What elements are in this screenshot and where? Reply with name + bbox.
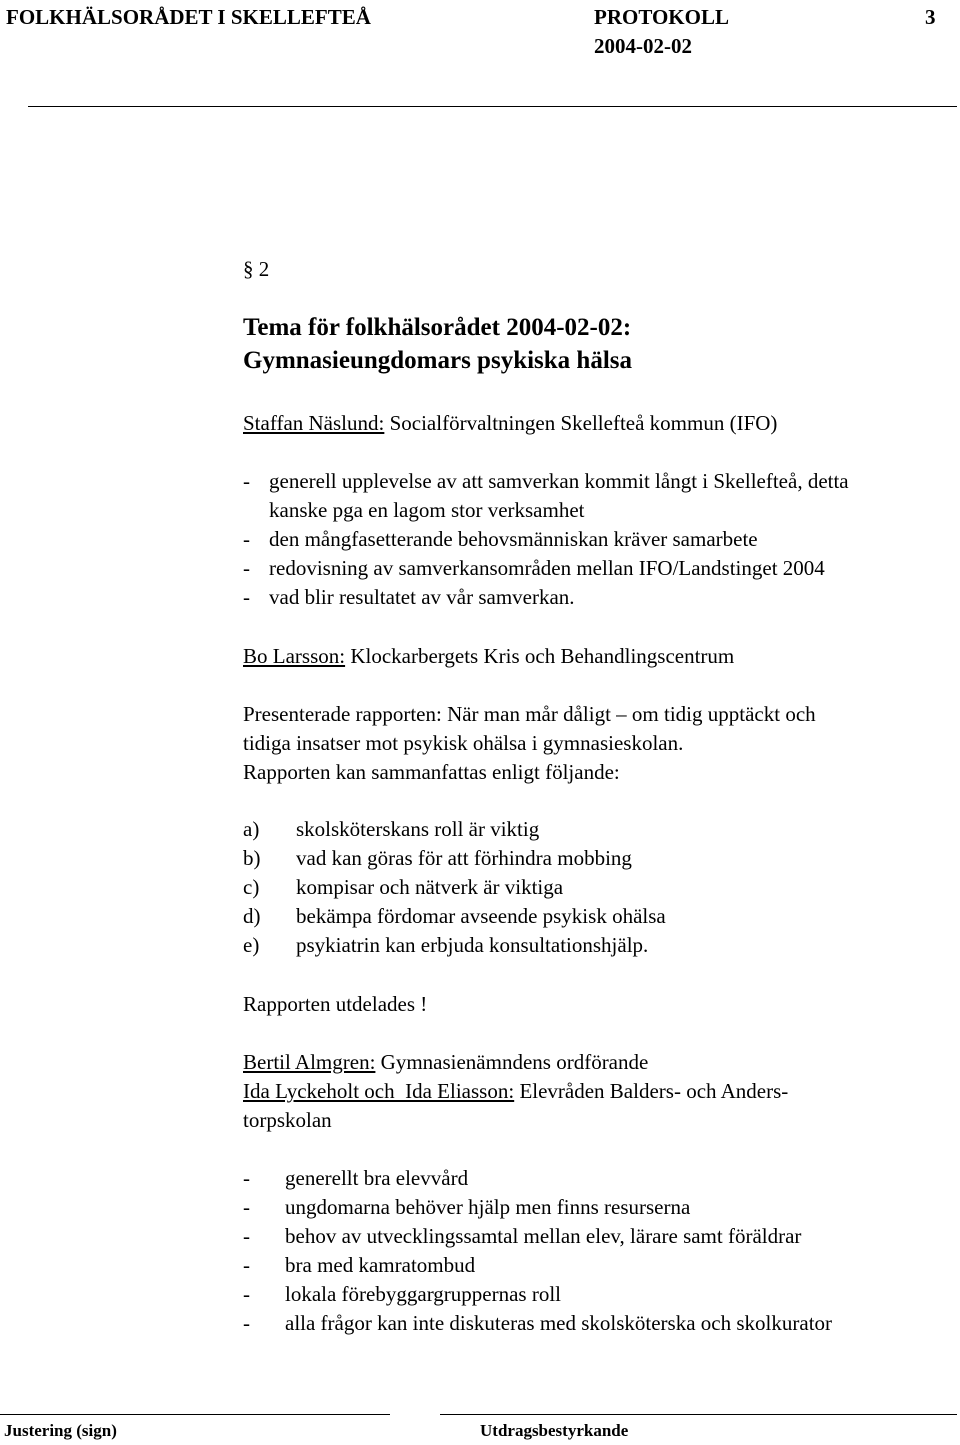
list-item: - bra med kamratombud [243,1253,476,1277]
speaker-name: Bo Larsson: [243,644,346,668]
list-item: - ungdomarna behöver hjälp men finns resurserna [243,1195,691,1219]
footer-rule-left [0,1414,390,1415]
list-item-text: bra med kamratombud [285,1253,476,1277]
lettered-list-item [243,844,632,873]
list-item: - den mångfasetterande behovsmänniskan kräver samarbete [243,527,758,551]
footer-justering: Justering (sign) [4,1421,117,1440]
lettered-list-item [243,815,539,844]
speaker-affiliation: Klockarbergets Kris och Behandlingscentrum [350,644,735,668]
list-item: - redovisning av samverkansområden mellan IFO/Landstinget 2004 [243,556,825,580]
lettered-list-item [243,902,666,931]
speaker-line-4 [243,1077,788,1106]
header-org: FOLKHÄLSORÅDET I SKELLEFTEÅ [6,5,371,29]
speaker-name: Staffan Näslund: [243,411,385,435]
list-item-text: redovisning av samverkansområden mellan IFO/Landstinget 2004 [269,556,825,580]
report-line-1: Presenterade rapporten: När man mår dåligt – om tidig upptäckt och [243,702,816,726]
title-line-1: Tema för folkhälsorådet 2004-02-02: [243,314,632,341]
speaker-affiliation: Elevråden Balders- och Anders- [519,1079,789,1103]
list-label: b) [243,846,261,870]
list-item-text: generell upplevelse av att samverkan kommit långt i Skellefteå, detta [269,469,849,493]
list-item: - vad blir resultatet av vår samverkan. [243,585,575,609]
list-label: d) [243,904,261,928]
speaker-affiliation: Gymnasienämndens ordförande [380,1050,649,1074]
list-item-text: bekämpa fördomar avseende psykisk ohälsa [296,904,666,928]
footer-utdragsbestyrkande: Utdragsbestyrkande [480,1421,629,1440]
section-number: § 2 [243,257,270,281]
list-label: c) [243,875,260,899]
report-line-3: Rapporten kan sammanfattas enligt följande: [243,760,620,784]
speaker-line-1 [243,409,777,438]
speaker-affiliation-continuation: torpskolan [243,1108,332,1132]
header-rule [28,106,957,107]
lettered-list-item [243,931,648,960]
lettered-list-item [243,873,563,902]
speaker-name: Ida Lyckeholt och Ida Eliasson: [243,1079,515,1103]
header-date: 2004-02-02 [594,34,692,58]
list-item-text: behov av utvecklingssamtal mellan elev, lärare samt föräldrar [285,1224,802,1248]
header-page-number: 3 [925,5,936,29]
title-line-2: Gymnasieungdomars psykiska hälsa [243,347,633,374]
list-item-text: skolsköterskans roll är viktig [296,817,540,841]
list-item-text: kompisar och nätverk är viktiga [296,875,564,899]
list-item: - lokala förebyggargruppernas roll [243,1282,562,1306]
list-item-text: vad blir resultatet av vår samverkan. [269,585,575,609]
list-item-text: den mångfasetterande behovsmänniskan kräver samarbete [269,527,758,551]
list-item-text: generellt bra elevvård [285,1166,469,1190]
list-item: - generell upplevelse av att samverkan kommit långt i Skellefteå, detta [243,469,849,493]
report-handed-out: Rapporten utdelades ! [243,992,428,1016]
footer-rule-right [440,1414,957,1415]
header-doc-type: PROTOKOLL [594,5,729,29]
speaker-affiliation: Socialförvaltningen Skellefteå kommun (IFO) [389,411,778,435]
list-label: a) [243,817,260,841]
list-item-text: psykiatrin kan erbjuda konsultationshjälp. [296,933,649,957]
speaker-line-2 [243,642,734,671]
list-item-continuation: kanske pga en lagom stor verksamhet [269,498,585,522]
list-item-text: ungdomarna behöver hjälp men finns resurserna [285,1195,691,1219]
list-item: - behov av utvecklingssamtal mellan elev, lärare samt föräldrar [243,1224,802,1248]
list-item: - alla frågor kan inte diskuteras med skolsköterska och skolkurator [243,1311,833,1335]
list-item-text: vad kan göras för att förhindra mobbing [296,846,632,870]
list-label: e) [243,933,260,957]
speaker-line-3 [243,1048,648,1077]
list-item-text: alla frågor kan inte diskuteras med skolsköterska och skolkurator [285,1311,833,1335]
list-item-text: lokala förebyggargruppernas roll [285,1282,562,1306]
list-item: - generellt bra elevvård [243,1166,469,1190]
report-line-2: tidiga insatser mot psykisk ohälsa i gymnasieskolan. [243,731,684,755]
speaker-name: Bertil Almgren: [243,1050,376,1074]
